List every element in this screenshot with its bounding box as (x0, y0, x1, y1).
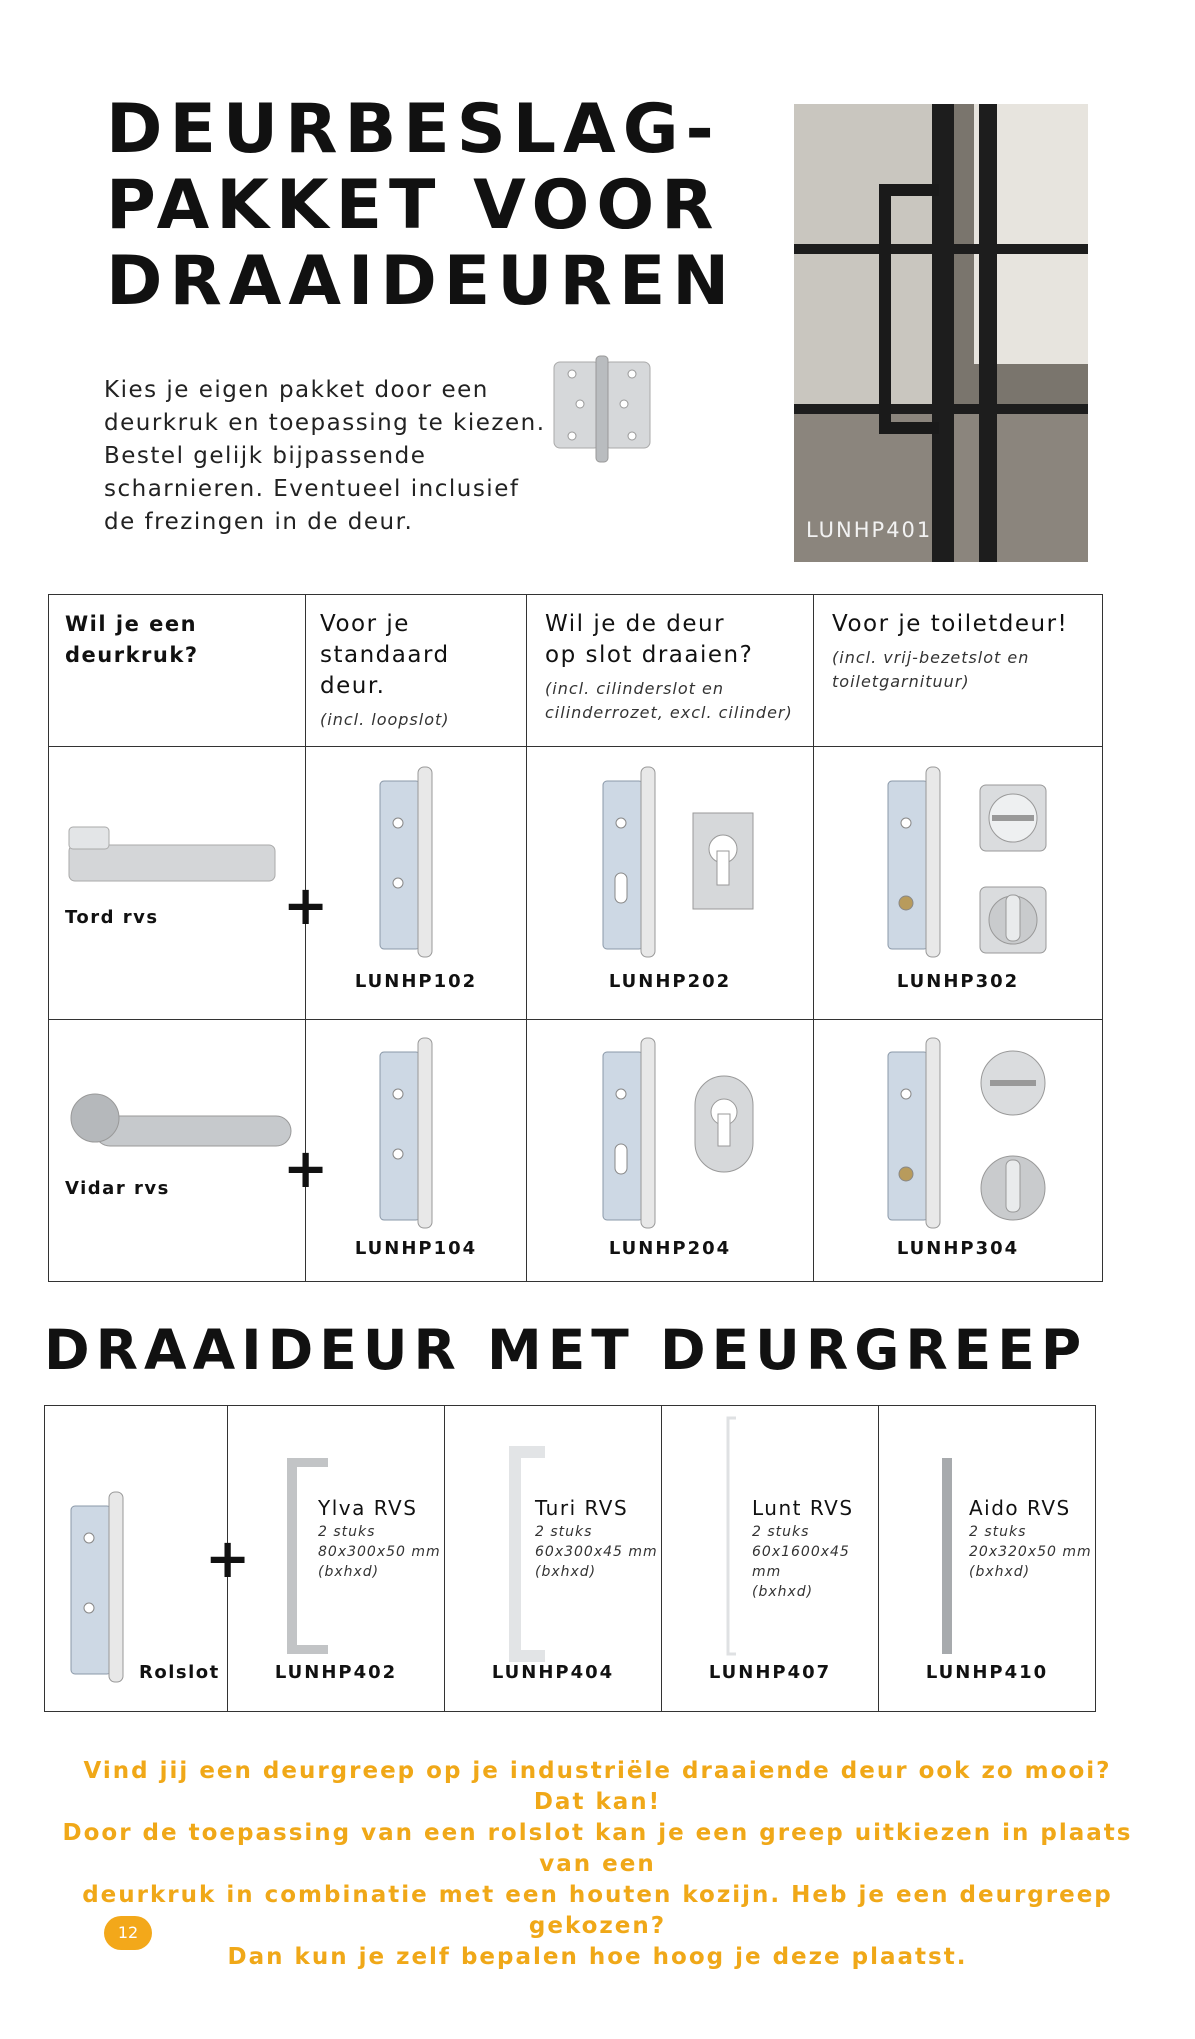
hinge-image (552, 352, 652, 468)
table-row (49, 747, 1103, 1020)
grip-name: Aido RVS (969, 1496, 1071, 1520)
handle-label: Tord rvs (65, 907, 159, 928)
lock-image (886, 763, 946, 959)
product-cell (814, 747, 1103, 1020)
product-cell (306, 1020, 527, 1282)
page-title: DEURBESLAG- PAKKET VOOR DRAAIDEUREN (106, 90, 737, 321)
header-toilet-sub: (incl. vrij-bezetslot en toiletgarnituur) (832, 648, 1030, 691)
product-code: LUNHP202 (608, 971, 732, 992)
header-lock-sub: (incl. cilinderslot en cilinderrozet, excl. cilinder) (545, 679, 793, 722)
product-code: LUNHP104 (354, 1238, 478, 1259)
tord-handle-image (67, 825, 277, 885)
aido-grip-image (939, 1456, 955, 1656)
photo-caption: LUNHP401 (806, 518, 933, 542)
product-code: LUNHP304 (896, 1238, 1020, 1259)
header-cell (306, 595, 527, 747)
handle-cell (49, 747, 329, 1020)
plus-sign: + (283, 874, 329, 937)
product-code: LUNHP404 (491, 1662, 615, 1683)
plus-sign: + (283, 1137, 329, 1200)
product-cell (306, 747, 527, 1020)
product-code: LUNHP102 (354, 971, 478, 992)
product-code: LUNHP302 (896, 971, 1020, 992)
header-cell (814, 595, 1103, 747)
grip-name: Lunt RVS (752, 1496, 854, 1520)
grip-meta: 2 stuks 80x300x50 mm (bxhxd) (318, 1524, 441, 1580)
header-handle: Wil je een deurkruk? (65, 612, 199, 667)
grip-meta: 2 stuks 60x300x45 mm (bxhxd) (535, 1524, 658, 1580)
lock-image (601, 763, 661, 959)
grip-cell (662, 1406, 879, 1712)
header-lock: Wil je de deur op slot draaien? (545, 611, 754, 668)
header-cell (527, 595, 814, 747)
handle-label: Vidar rvs (65, 1178, 170, 1199)
package-table (48, 594, 1103, 1282)
lunt-grip-image (722, 1414, 742, 1658)
header-standard-sub: (incl. loopslot) (320, 710, 450, 729)
grip-cell (445, 1406, 662, 1712)
table-header-row (49, 595, 1103, 747)
table-row (49, 1020, 1103, 1282)
lock-image (378, 1034, 438, 1230)
lock-image (886, 1034, 946, 1230)
product-code: LUNHP407 (708, 1662, 832, 1683)
section-title: DRAAIDEUR MET DEURGREEP (44, 1318, 1088, 1382)
product-cell (527, 747, 814, 1020)
page-number-badge: 12 (104, 1916, 152, 1950)
product-code: LUNHP410 (925, 1662, 1049, 1683)
lock-image (378, 763, 438, 959)
footer-text: Vind jij een deurgreep op je industriële draaiende deur ook zo mooi? Dat kan! Door de toepassing van een rolslot kan je een greep uitkiezen in plaats van een deurkruk in combinatie met een houten kozijn. Heb je een deurgreep gekozen? Dan kun je zelf bepalen hoe hoog je deze plaatst. (62, 1758, 1133, 1970)
grip-name: Ylva RVS (318, 1496, 418, 1520)
table-row (45, 1406, 1096, 1712)
handle-cell (49, 1020, 329, 1282)
product-cell (814, 1020, 1103, 1282)
header-standard: Voor je standaard deur. (320, 611, 450, 699)
door-photo (794, 104, 1088, 562)
cylinder-rosette-image (691, 811, 755, 911)
product-cell (527, 1020, 814, 1282)
product-code: LUNHP204 (608, 1238, 732, 1259)
grip-cell (228, 1406, 445, 1712)
cylinder-rosette-image (693, 1074, 755, 1174)
toilet-set-image (978, 783, 1048, 955)
vidar-handle-image (65, 1090, 295, 1154)
intro-text: Kies je eigen pakket door een deurkruk en toepassing te kiezen. Bestel gelijk bijpassende scharnieren. Eventueel inclusief de frezingen in de deur. (104, 377, 546, 535)
lock-image (601, 1034, 661, 1230)
grip-name: Turi RVS (535, 1496, 629, 1520)
grip-cell (879, 1406, 1096, 1712)
header-toilet: Voor je toiletdeur! (832, 611, 1069, 637)
product-code: LUNHP402 (274, 1662, 398, 1683)
grip-meta: 2 stuks 60x1600x45 mm (bxhxd) (752, 1524, 850, 1600)
toilet-set-image (978, 1048, 1048, 1228)
lock-cell (45, 1406, 251, 1712)
rolslot-label: Rolslot (139, 1662, 220, 1683)
grip-meta: 2 stuks 20x320x50 mm (bxhxd) (969, 1524, 1092, 1580)
header-cell (49, 595, 306, 747)
plus-sign: + (205, 1527, 251, 1590)
rolslot-image (69, 1488, 129, 1684)
grip-table (44, 1405, 1096, 1712)
